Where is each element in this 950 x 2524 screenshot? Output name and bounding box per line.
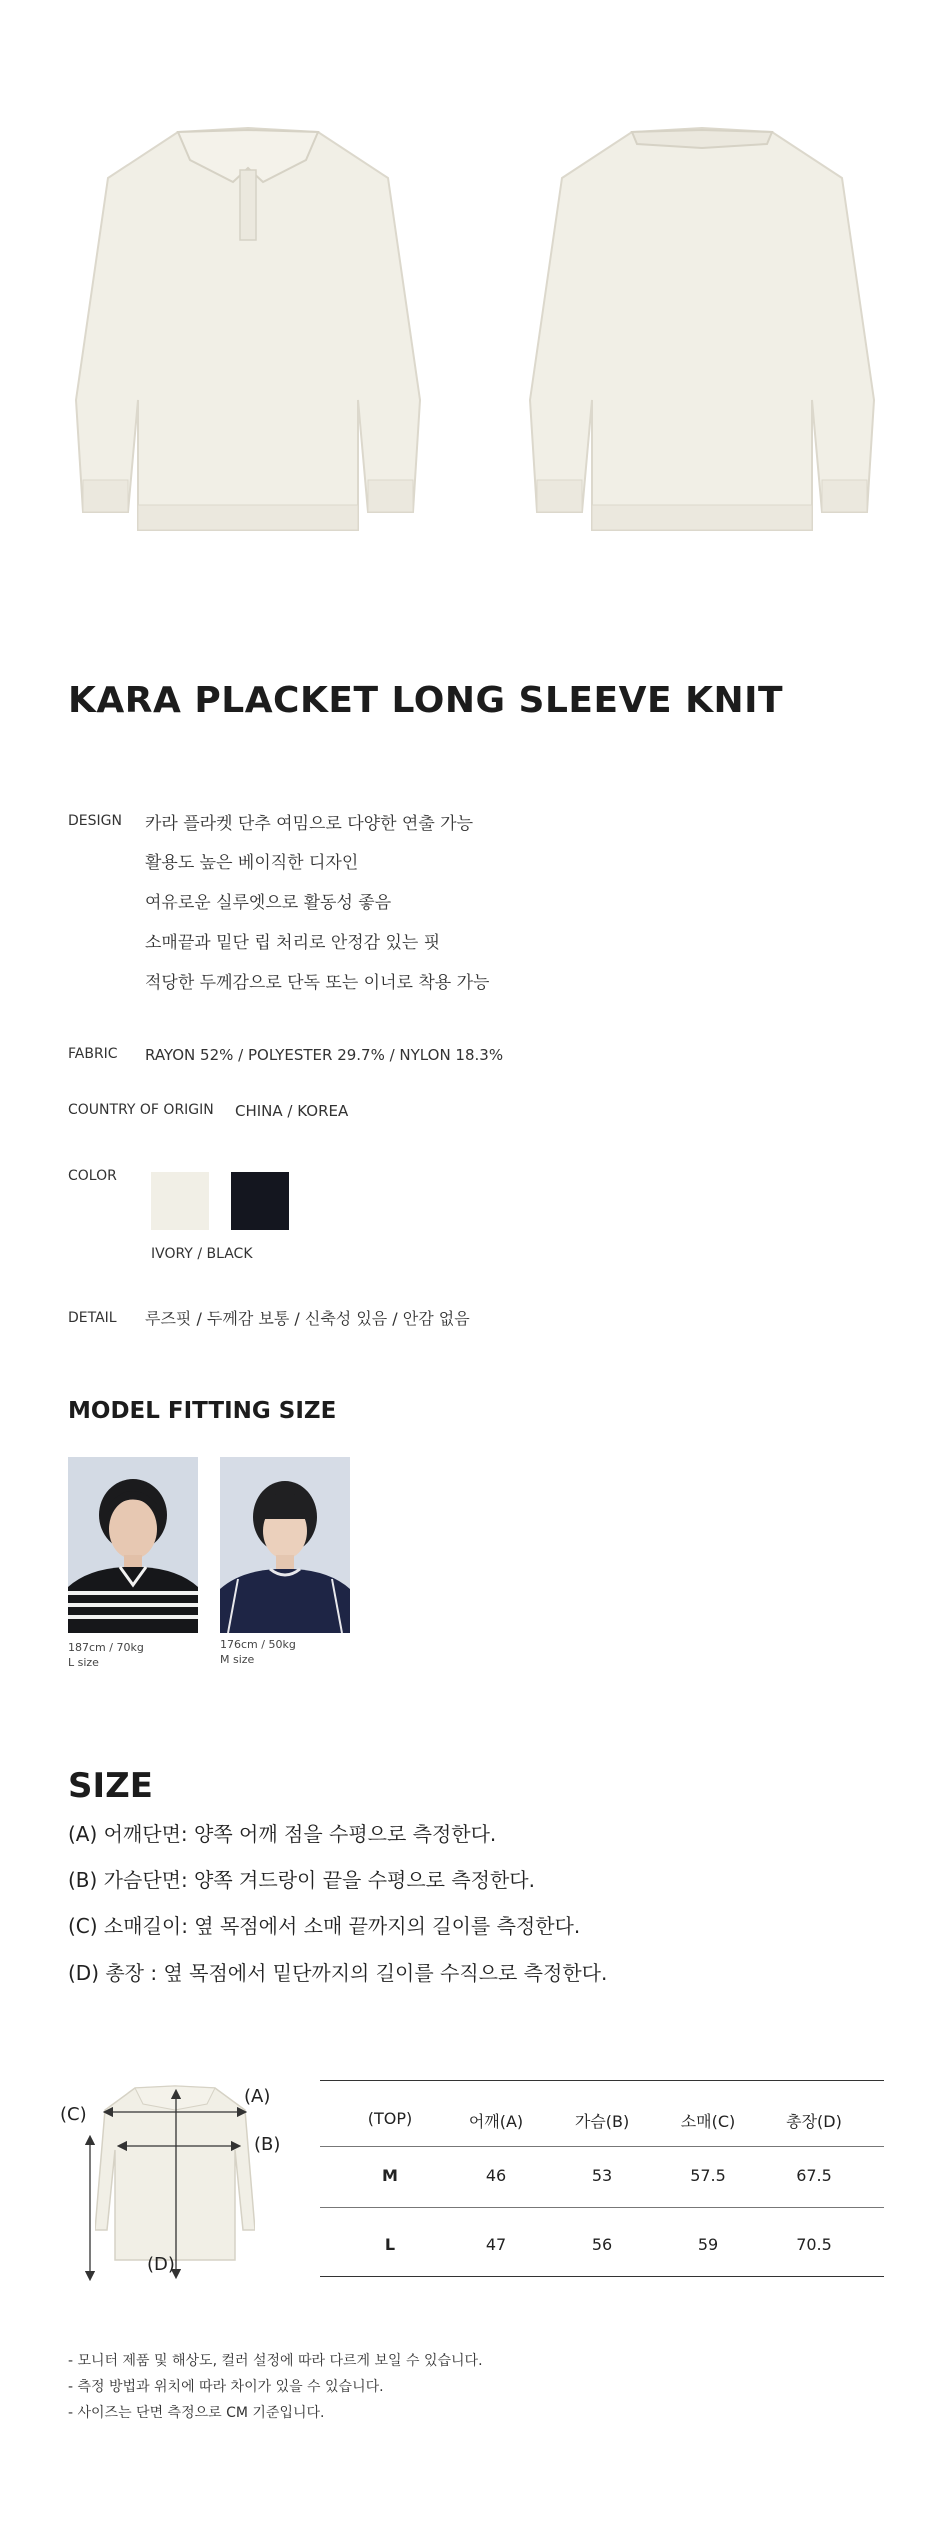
size-description-d: (D) 총장 : 옆 목점에서 밑단까지의 길이를 수직으로 측정한다. — [68, 1961, 608, 1985]
model-photo-1 — [68, 1457, 198, 1633]
note-line: - 모니터 제품 및 해상도, 컬러 설정에 따라 다르게 보일 수 있습니다. — [68, 2353, 483, 2369]
table-cell: 53 — [591, 2166, 613, 2185]
table-header: 총장(D) — [786, 2112, 842, 2131]
table-header: 가슴(B) — [574, 2112, 630, 2131]
diagram-label-d: (D) — [147, 2254, 175, 2275]
model-fitting-heading: MODEL FITTING SIZE — [68, 1398, 337, 1424]
table-header-rule — [320, 2146, 884, 2147]
design-line: 여유로운 실루엣으로 활동성 좋음 — [145, 893, 392, 913]
product-image-front — [68, 100, 428, 560]
color-swatch-black[interactable] — [231, 1172, 289, 1230]
diagram-label-c: (C) — [60, 2104, 87, 2125]
detail-label: DETAIL — [68, 1310, 117, 1326]
size-description-c: (C) 소매길이: 옆 목점에서 소매 끝까지의 길이를 측정한다. — [68, 1914, 581, 1938]
color-label: COLOR — [68, 1168, 117, 1184]
table-row-rule — [320, 2207, 884, 2208]
fabric-label: FABRIC — [68, 1046, 118, 1062]
detail-value: 루즈핏 / 두께감 보통 / 신축성 있음 / 안감 없음 — [145, 1309, 470, 1328]
model-photo-2 — [220, 1457, 350, 1633]
model-caption-1: 187cm / 70kg L size — [68, 1641, 144, 1669]
color-swatch-ivory[interactable] — [151, 1172, 209, 1230]
design-label: DESIGN — [68, 813, 122, 829]
table-header: 어깨(A) — [468, 2112, 524, 2131]
table-cell: 57.5 — [690, 2166, 726, 2185]
table-cell: 47 — [485, 2235, 507, 2254]
product-title: KARA PLACKET LONG SLEEVE KNIT — [68, 680, 784, 721]
table-header: (TOP) — [367, 2109, 413, 2128]
table-cell: M — [382, 2166, 398, 2185]
origin-value: CHINA / KOREA — [235, 1102, 349, 1120]
design-line: 적당한 두께감으로 단독 또는 이너로 착용 가능 — [145, 973, 490, 993]
table-cell: 56 — [591, 2235, 613, 2254]
design-line: 소매끝과 밑단 립 처리로 안정감 있는 핏 — [145, 933, 441, 953]
table-cell: 67.5 — [796, 2166, 832, 2185]
origin-label: COUNTRY OF ORIGIN — [68, 1102, 214, 1118]
size-heading: SIZE — [68, 1766, 154, 1806]
diagram-label-a: (A) — [244, 2086, 271, 2107]
note-line: - 사이즈는 단면 측정으로 CM 기준입니다. — [68, 2405, 325, 2421]
table-cell: 70.5 — [796, 2235, 832, 2254]
table-cell: 46 — [485, 2166, 507, 2185]
size-description-a: (A) 어깨단면: 양쪽 어깨 점을 수평으로 측정한다. — [68, 1822, 497, 1846]
product-image-back — [522, 100, 882, 560]
table-bottom-rule — [320, 2276, 884, 2277]
note-line: - 측정 방법과 위치에 따라 차이가 있을 수 있습니다. — [68, 2379, 384, 2395]
design-line: 활용도 높은 베이직한 디자인 — [145, 853, 359, 873]
table-top-rule — [320, 2080, 884, 2081]
table-cell: L — [384, 2235, 396, 2254]
fabric-value: RAYON 52% / POLYESTER 29.7% / NYLON 18.3% — [145, 1046, 504, 1064]
design-line: 카라 플라켓 단추 여밈으로 다양한 연출 가능 — [145, 814, 474, 834]
color-value: IVORY / BLACK — [151, 1246, 253, 1262]
table-header: 소매(C) — [680, 2112, 736, 2131]
model-caption-2: 176cm / 50kg M size — [220, 1638, 296, 1666]
diagram-label-b: (B) — [254, 2134, 281, 2155]
size-description-b: (B) 가슴단면: 양쪽 겨드랑이 끝을 수평으로 측정한다. — [68, 1868, 535, 1892]
table-cell: 59 — [697, 2235, 719, 2254]
